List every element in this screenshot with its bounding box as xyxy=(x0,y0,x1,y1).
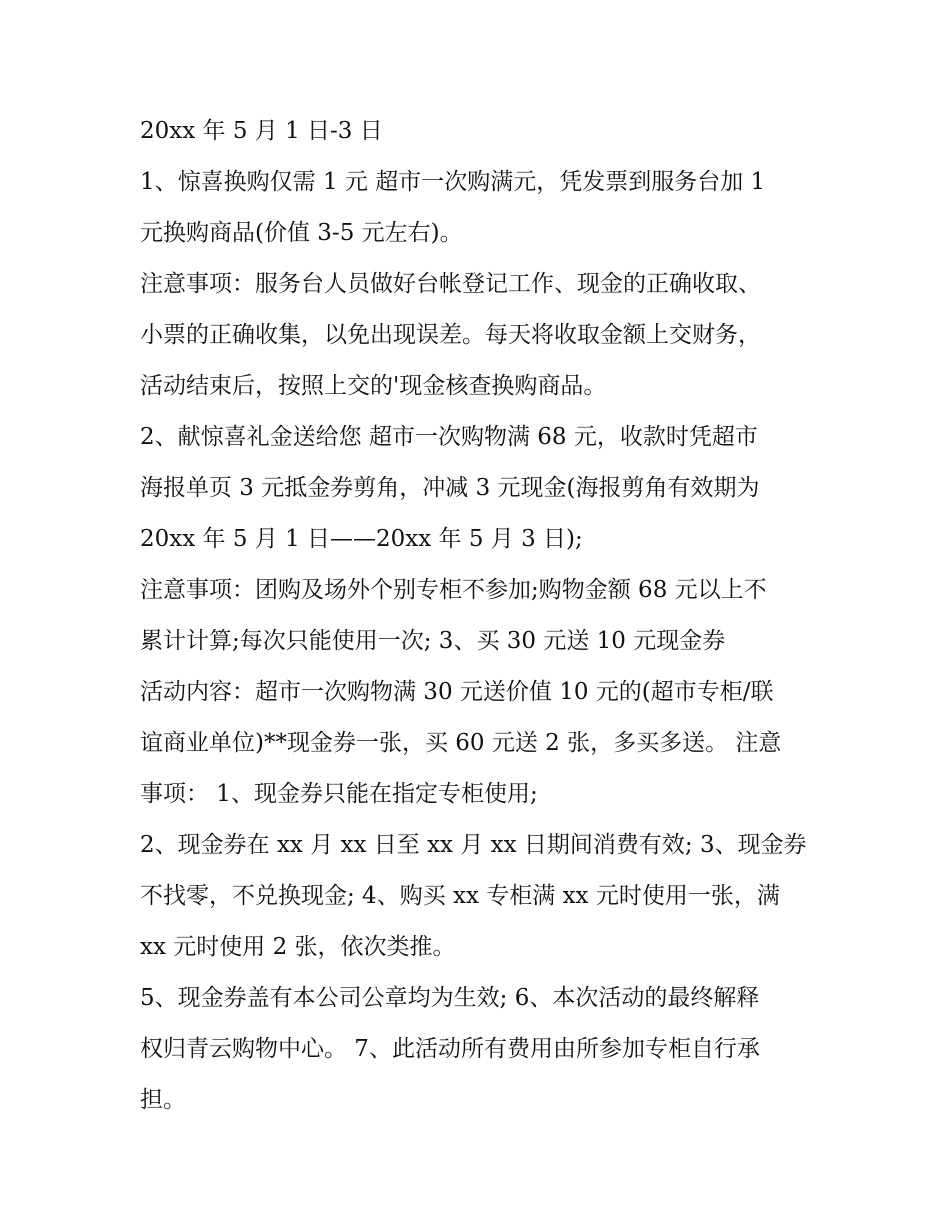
text-line-4: 注意事项：服务台人员做好台帐登记工作、现金的正确收取、 xyxy=(140,271,761,297)
text-line-5: 小票的正确收集，以免出现误差。每天将收取金额上交财务， xyxy=(140,322,761,348)
text-line-14: 事项： 1、现金券只能在指定专柜使用; xyxy=(140,781,538,807)
text-line-2: 1、惊喜换购仅需 1 元 超市一次购满元，凭发票到服务台加 1 xyxy=(140,169,766,195)
text-line-9: 20xx 年 5 月 1 日——20xx 年 5 月 3 日); xyxy=(140,526,583,552)
text-line-7: 2、献惊喜礼金送给您 超市一次购物满 68 元，收款时凭超市 xyxy=(140,424,758,450)
text-line-19: 权归青云购物中心。 7、此活动所有费用由所参加专柜自行承 xyxy=(140,1036,760,1062)
text-line-11: 累计计算;每次只能使用一次; 3、买 30 元送 10 元现金券 xyxy=(140,628,726,654)
text-line-10: 注意事项：团购及场外个别专柜不参加;购物金额 68 元以上不 xyxy=(140,577,767,603)
text-line-13: 谊商业单位)**现金券一张，买 60 元送 2 张，多买多送。 注意 xyxy=(140,730,782,756)
text-line-16: 不找零，不兑换现金; 4、购买 xx 专柜满 xx 元时使用一张，满 xyxy=(140,883,780,909)
text-line-20: 担。 xyxy=(140,1087,186,1113)
text-line-1: 20xx 年 5 月 1 日-3 日 xyxy=(140,118,383,144)
text-line-17: xx 元时使用 2 张，依次类推。 xyxy=(140,934,456,960)
text-line-12: 活动内容：超市一次购物满 30 元送价值 10 元的(超市专柜/联 xyxy=(140,679,774,705)
text-line-18: 5、现金券盖有本公司公章均为生效; 6、本次活动的最终解释 xyxy=(140,985,760,1011)
text-line-3: 元换购商品(价值 3-5 元左右)。 xyxy=(140,220,463,246)
text-line-15: 2、现金券在 xx 月 xx 日至 xx 月 xx 日期间消费有效; 3、现金券 xyxy=(140,832,807,858)
text-line-8: 海报单页 3 元抵金券剪角，冲减 3 元现金(海报剪角有效期为 xyxy=(140,475,760,501)
text-line-6: 活动结束后，按照上交的'现金核查换购商品。 xyxy=(140,373,607,399)
